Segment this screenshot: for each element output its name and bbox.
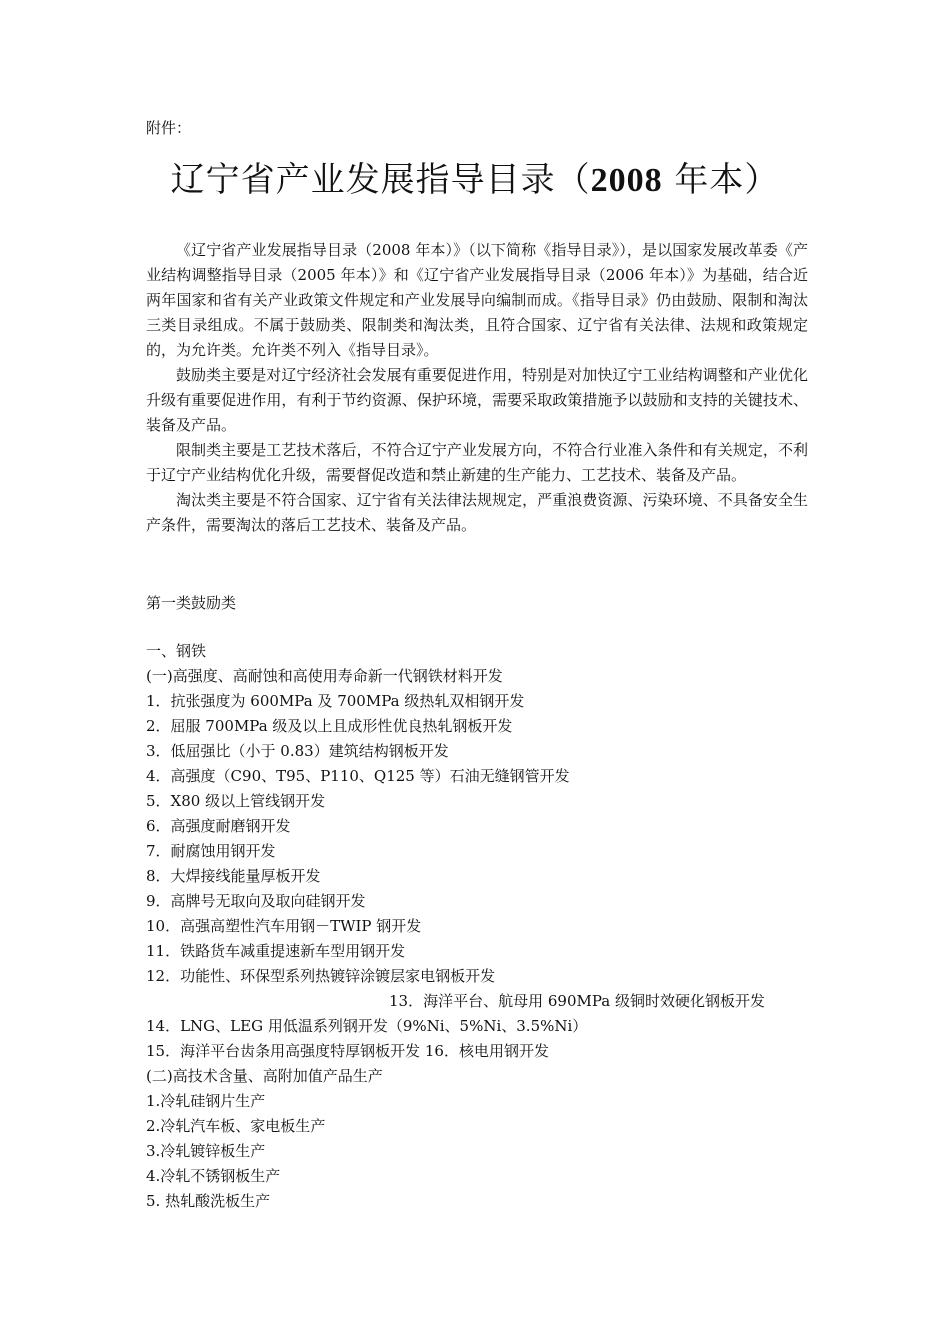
title-year: 2008: [590, 162, 663, 199]
document-title: [0, 152, 950, 201]
intro-section: [146, 238, 808, 538]
list-line: 5．X80 级以上管线钢开发: [146, 792, 326, 810]
list-line: 12．功能性、环保型系列热镀锌涂镀层家电钢板开发: [146, 967, 496, 985]
list-line: 10．高强高塑性汽车用钢－TWIP 钢开发: [146, 917, 422, 935]
list-line: (一)高强度、高耐蚀和高使用寿命新一代钢铁材料开发: [146, 667, 503, 685]
encouraged-list: [146, 639, 808, 1214]
intro-paragraph-2: 鼓励类主要是对辽宁经济社会发展有重要促进作用，特别是对加快辽宁工业结构调整和产业优化升级有重要促进作用，有利于节约资源、保护环境，需要采取政策措施予以鼓励和支持的关键技术、装备及产品。: [146, 366, 808, 434]
list-line: 一、钢铁: [146, 642, 207, 660]
intro-paragraph-3: 限制类主要是工艺技术落后，不符合辽宁产业发展方向，不符合行业准入条件和有关规定，不利于辽宁产业结构优化升级，需要督促改造和禁止新建的生产能力、工艺技术、装备及产品。: [146, 441, 808, 484]
list-line: 14．LNG、LEG 用低温系列钢开发（9%Ni、5%Ni、3.5%Ni）: [146, 1017, 588, 1035]
list-line: 1.冷轧硅钢片生产: [146, 1092, 266, 1110]
list-line: 7．耐腐蚀用钢开发: [146, 842, 276, 860]
list-line: 3．低屈强比（小于 0.83）建筑结构钢板开发: [146, 742, 449, 760]
title-prefix: 辽宁省产业发展指导目录（: [170, 160, 591, 200]
list-line: 2．屈服 700MPa 级及以上且成形性优良热轧钢板开发: [146, 717, 513, 735]
list-line: 5. 热轧酸洗板生产: [146, 1192, 271, 1210]
list-line: (二)高技术含量、高附加值产品生产: [146, 1067, 383, 1085]
list-line: 11．铁路货车减重提速新车型用钢开发: [146, 942, 406, 960]
list-line: 15．海洋平台齿条用高强度特厚钢板开发 16．核电用钢开发: [146, 1042, 549, 1060]
list-line: 4.冷轧不锈钢板生产: [146, 1167, 281, 1185]
list-line: 1．抗张强度为 600MPa 及 700MPa 级热轧双相钢开发: [146, 692, 525, 710]
list-line: 13．海洋平台、航母用 690MPa 级铜时效硬化钢板开发: [389, 992, 765, 1010]
list-line: 2.冷轧汽车板、家电板生产: [146, 1117, 326, 1135]
intro-paragraph-4: 淘汰类主要是不符合国家、辽宁省有关法律法规规定，严重浪费资源、污染环境、不具备安全生产条件，需要淘汰的落后工艺技术、装备及产品。: [146, 491, 808, 534]
title-suffix: 年本）: [662, 160, 780, 200]
list-line: 3.冷轧镀锌板生产: [146, 1142, 266, 1160]
list-line: 8．大焊接线能量厚板开发: [146, 867, 321, 885]
list-line: 6．高强度耐磨钢开发: [146, 817, 291, 835]
section-heading: 第一类鼓励类: [146, 594, 237, 612]
intro-paragraph-1: 《辽宁省产业发展指导目录（2008 年本）》（以下简称《指导目录》），是以国家发展改革委《产业结构调整指导目录（2005 年本）》和《辽宁省产业发展指导目录（2006 年本）》为基础，结合近两年国家和省有关产业政策文件规定和产业发展导向编制而成。《指导目录》仍由鼓励、限制和淘汰三类目录组成。不属于鼓励类、限制类和淘汰类，且符合国家、辽宁省有关法律、法规和政策规定的，为允许类。允许类不列入《指导目录》。: [146, 241, 808, 359]
attachment-label: 附件：: [146, 119, 192, 137]
list-line: 4．高强度（C90、T95、P110、Q125 等）石油无缝钢管开发: [146, 767, 570, 785]
list-line: 9．高牌号无取向及取向硅钢开发: [146, 892, 366, 910]
